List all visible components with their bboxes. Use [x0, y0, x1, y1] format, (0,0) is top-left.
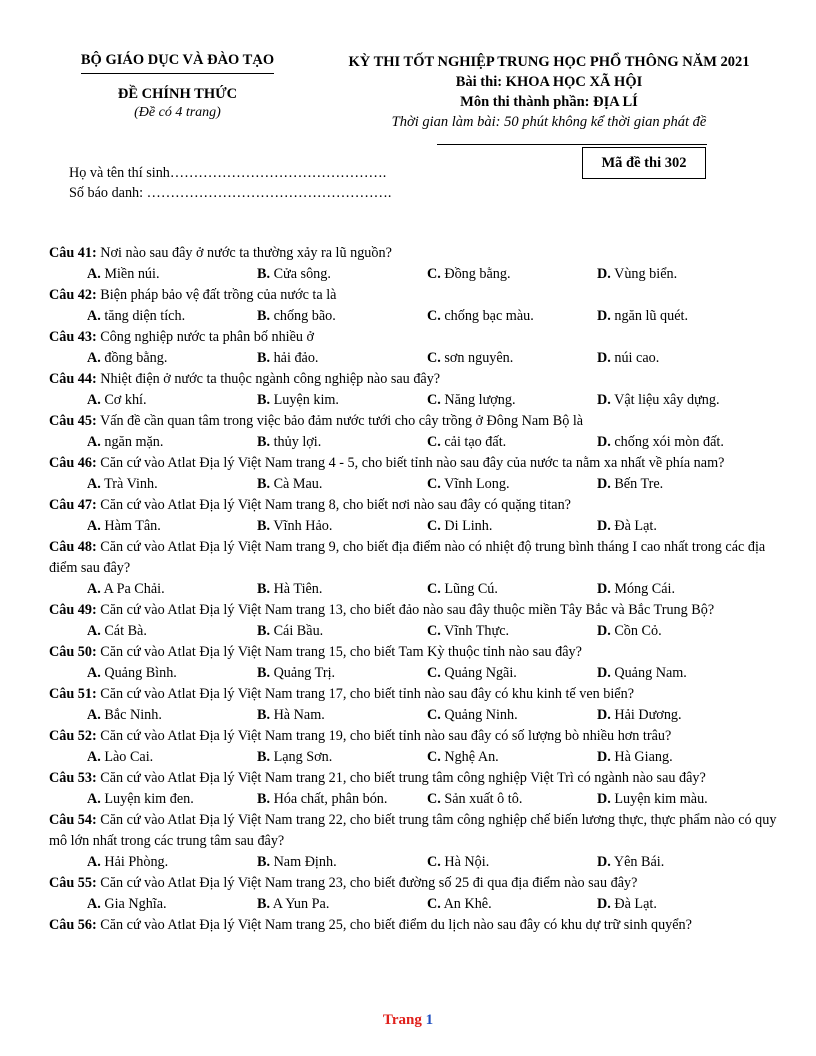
option-letter: A.	[87, 665, 101, 681]
answer-option	[597, 894, 657, 915]
answer-option	[257, 747, 332, 768]
answer-option	[427, 474, 510, 495]
option-letter: B.	[257, 707, 271, 723]
question-stem	[49, 285, 789, 306]
option-letter: A.	[87, 518, 101, 534]
option-letter: B.	[257, 791, 271, 807]
option-letter: A.	[87, 623, 101, 639]
question-stem	[49, 600, 789, 621]
answer-option	[87, 852, 168, 873]
options-row	[49, 789, 789, 810]
answer-option	[257, 789, 387, 810]
option-text: Gia Nghĩa.	[104, 896, 167, 912]
option-letter: C.	[427, 266, 441, 282]
option-letter: A.	[87, 581, 101, 597]
candidate-id-line: Số báo danh: …………………………………………….	[69, 185, 392, 201]
question-item	[49, 915, 789, 936]
answer-option	[597, 705, 682, 726]
options-row	[49, 747, 789, 768]
answer-option	[427, 621, 509, 642]
question-item	[49, 453, 789, 495]
exam-code-box: Mã đề thi 302	[582, 147, 706, 179]
option-text: Hóa chất, phân bón.	[273, 791, 388, 807]
option-letter: B.	[257, 476, 271, 492]
option-text: sơn nguyên.	[444, 350, 514, 366]
option-letter: C.	[427, 476, 441, 492]
question-item	[49, 537, 789, 600]
question-item	[49, 873, 789, 915]
option-text: An Khê.	[443, 896, 492, 912]
question-item	[49, 285, 789, 327]
option-letter: A.	[87, 350, 101, 366]
option-text: Năng lượng.	[444, 392, 516, 408]
exam-time: Thời gian làm bài: 50 phút không kể thời gian phát đề	[391, 114, 707, 130]
answer-option	[597, 579, 675, 600]
option-letter: B.	[257, 854, 271, 870]
option-letter: C.	[427, 791, 441, 807]
option-text: núi cao.	[614, 350, 660, 366]
answer-option	[87, 705, 162, 726]
option-letter: B.	[257, 434, 271, 450]
question-text: Căn cứ vào Atlat Địa lý Việt Nam trang 19, cho biết tỉnh nào sau đây có số lượng bò nhiều hơn trâu?	[96, 728, 672, 744]
option-text: Nghệ An.	[444, 749, 499, 765]
option-text: Đồng bằng.	[444, 266, 511, 282]
footer-page-number: 1	[425, 1012, 434, 1028]
question-text: Công nghiệp nước ta phân bố nhiều ở	[96, 329, 315, 345]
option-text: Móng Cái.	[614, 581, 676, 597]
question-label: Câu 41:	[49, 245, 97, 261]
option-text: chống bão.	[273, 308, 336, 324]
option-text: hải đảo.	[273, 350, 319, 366]
answer-option	[597, 474, 663, 495]
option-text: Bến Tre.	[614, 476, 664, 492]
official-label: ĐỀ CHÍNH THỨC	[117, 86, 238, 102]
question-list	[49, 243, 789, 936]
option-letter: D.	[597, 581, 611, 597]
header-left	[60, 52, 295, 121]
option-text: Hải Dương.	[614, 707, 682, 723]
answer-option	[87, 474, 158, 495]
question-text: Căn cứ vào Atlat Địa lý Việt Nam trang 9, cho biết địa điểm nào có nhiệt độ trung bình tháng I cao nhất trong các địa điểm sau đây?	[49, 539, 766, 576]
question-item	[49, 768, 789, 810]
option-text: Yên Bái.	[613, 854, 665, 870]
question-text: Căn cứ vào Atlat Địa lý Việt Nam trang 15, cho biết Tam Kỳ thuộc tỉnh nào sau đây?	[96, 644, 582, 660]
option-text: Cái Bầu.	[273, 623, 324, 639]
option-letter: B.	[257, 266, 271, 282]
question-label: Câu 46:	[49, 455, 97, 471]
question-label: Câu 48:	[49, 539, 97, 555]
option-text: Cơ khí.	[104, 392, 147, 408]
exam-title: KỲ THI TỐT NGHIỆP TRUNG HỌC PHỔ THÔNG NĂM 2021	[348, 54, 750, 70]
question-item	[49, 600, 789, 642]
option-text: Quảng Nam.	[614, 665, 687, 681]
option-text: Cồn Cỏ.	[614, 623, 662, 639]
option-text: Trà Vinh.	[104, 476, 158, 492]
question-stem	[49, 726, 789, 747]
answer-option	[597, 621, 662, 642]
option-letter: C.	[427, 707, 441, 723]
option-letter: D.	[597, 623, 611, 639]
answer-option	[257, 894, 329, 915]
option-text: Cát Bà.	[104, 623, 147, 639]
option-text: Di Linh.	[444, 518, 493, 534]
question-label: Câu 43:	[49, 329, 97, 345]
answer-option	[87, 348, 167, 369]
answer-option	[597, 432, 724, 453]
question-text: Biện pháp bảo vệ đất trồng của nước ta là	[96, 287, 337, 303]
question-stem	[49, 327, 789, 348]
options-row	[49, 852, 789, 873]
option-letter: D.	[597, 896, 611, 912]
option-letter: A.	[87, 476, 101, 492]
answer-option	[597, 516, 657, 537]
question-label: Câu 49:	[49, 602, 97, 618]
question-item	[49, 684, 789, 726]
question-stem	[49, 915, 789, 936]
options-row	[49, 474, 789, 495]
option-letter: D.	[597, 266, 611, 282]
option-letter: B.	[257, 665, 271, 681]
answer-option	[597, 390, 720, 411]
option-text: Cửa sông.	[273, 266, 331, 282]
option-letter: D.	[597, 350, 611, 366]
answer-option	[257, 264, 331, 285]
question-stem	[49, 810, 789, 852]
option-text: Hà Nam.	[273, 707, 325, 723]
page-footer	[0, 1012, 816, 1029]
question-item	[49, 642, 789, 684]
answer-option	[597, 789, 708, 810]
exam-subject: Môn thi thành phần: ĐỊA LÍ	[460, 94, 638, 110]
option-letter: C.	[427, 350, 441, 366]
answer-option	[597, 663, 687, 684]
question-label: Câu 56:	[49, 917, 97, 933]
options-row	[49, 390, 789, 411]
answer-option	[257, 348, 318, 369]
option-text: thủy lợi.	[273, 434, 322, 450]
question-stem	[49, 453, 789, 474]
option-letter: B.	[257, 623, 271, 639]
option-text: Bắc Ninh.	[104, 707, 162, 723]
question-label: Câu 50:	[49, 644, 97, 660]
question-label: Câu 47:	[49, 497, 97, 513]
answer-option	[87, 264, 160, 285]
question-text: Căn cứ vào Atlat Địa lý Việt Nam trang 21, cho biết trung tâm công nghiệp Việt Trì có ngành nào sau đây?	[96, 770, 706, 786]
question-text: Căn cứ vào Atlat Địa lý Việt Nam trang 22, cho biết trung tâm công nghiệp chế biến lương thực, thực phẩm nào có quy mô lớn nhất trong các trung tâm sau đây?	[49, 812, 777, 849]
options-row	[49, 516, 789, 537]
answer-option	[427, 432, 506, 453]
question-label: Câu 44:	[49, 371, 97, 387]
option-letter: C.	[427, 434, 441, 450]
answer-option	[427, 390, 516, 411]
option-letter: C.	[427, 623, 441, 639]
option-text: Nam Định.	[273, 854, 337, 870]
option-text: Hàm Tân.	[104, 518, 161, 534]
option-text: Luyện kim màu.	[614, 791, 708, 807]
option-letter: D.	[597, 434, 611, 450]
question-stem	[49, 369, 789, 390]
options-row	[49, 894, 789, 915]
option-letter: D.	[597, 791, 611, 807]
option-text: cải tạo đất.	[444, 434, 507, 450]
option-letter: B.	[257, 308, 271, 324]
answer-option	[87, 306, 185, 327]
option-letter: C.	[427, 581, 441, 597]
question-label: Câu 42:	[49, 287, 97, 303]
option-letter: A.	[87, 896, 101, 912]
question-stem	[49, 411, 789, 432]
answer-option	[87, 390, 147, 411]
exam-paper: Bài thi: KHOA HỌC XÃ HỘI	[455, 74, 643, 90]
question-item	[49, 369, 789, 411]
question-label: Câu 45:	[49, 413, 97, 429]
header-right	[318, 52, 780, 132]
answer-option	[427, 348, 513, 369]
header-divider	[437, 144, 707, 145]
options-row	[49, 705, 789, 726]
options-row	[49, 663, 789, 684]
question-label: Câu 55:	[49, 875, 97, 891]
answer-option	[427, 306, 534, 327]
option-letter: A.	[87, 791, 101, 807]
options-row	[49, 264, 789, 285]
answer-option	[87, 663, 177, 684]
option-text: Quảng Ngãi.	[444, 665, 517, 681]
option-text: Quảng Bình.	[104, 665, 177, 681]
answer-option	[257, 390, 339, 411]
option-letter: B.	[257, 518, 271, 534]
option-text: A Yun Pa.	[272, 896, 330, 912]
option-letter: D.	[597, 476, 611, 492]
answer-option	[257, 432, 321, 453]
answer-option	[87, 747, 153, 768]
option-letter: B.	[257, 392, 271, 408]
options-row	[49, 579, 789, 600]
option-text: Lạng Sơn.	[273, 749, 333, 765]
option-text: Đà Lạt.	[614, 518, 657, 534]
option-letter: C.	[427, 749, 441, 765]
option-letter: D.	[597, 518, 611, 534]
option-text: Đà Lạt.	[614, 896, 657, 912]
option-letter: A.	[87, 707, 101, 723]
question-text: Nơi nào sau đây ở nước ta thường xảy ra lũ nguồn?	[96, 245, 392, 261]
option-letter: D.	[597, 392, 611, 408]
option-letter: C.	[427, 392, 441, 408]
question-text: Căn cứ vào Atlat Địa lý Việt Nam trang 8, cho biết nơi nào sau đây có quặng titan?	[96, 497, 571, 513]
option-text: Sản xuất ô tô.	[444, 791, 523, 807]
option-text: ngăn lũ quét.	[614, 308, 689, 324]
question-text: Nhiệt điện ở nước ta thuộc ngành công nghiệp nào sau đây?	[96, 371, 441, 387]
option-text: chống xói mòn đất.	[614, 434, 724, 450]
question-stem	[49, 768, 789, 789]
answer-option	[257, 579, 322, 600]
candidate-name-line: Họ và tên thí sinh……………………………………….	[69, 165, 387, 181]
answer-option	[87, 579, 165, 600]
option-text: chống bạc màu.	[444, 308, 534, 324]
question-item	[49, 243, 789, 285]
option-letter: C.	[427, 896, 441, 912]
option-letter: C.	[427, 518, 441, 534]
option-text: ngăn mặn.	[104, 434, 164, 450]
option-text: Lào Cai.	[104, 749, 154, 765]
option-letter: B.	[257, 581, 271, 597]
answer-option	[257, 516, 332, 537]
option-letter: D.	[597, 308, 611, 324]
answer-option	[597, 747, 673, 768]
option-text: Vật liệu xây dựng.	[614, 392, 720, 408]
question-stem	[49, 243, 789, 264]
option-letter: D.	[597, 707, 611, 723]
answer-option	[427, 264, 511, 285]
option-text: Hải Phòng.	[104, 854, 169, 870]
answer-option	[597, 306, 688, 327]
option-letter: A.	[87, 308, 101, 324]
option-letter: C.	[427, 665, 441, 681]
answer-option	[257, 852, 337, 873]
answer-option	[427, 789, 522, 810]
option-text: Vĩnh Hảo.	[273, 518, 333, 534]
question-label: Câu 52:	[49, 728, 97, 744]
question-stem	[49, 537, 789, 579]
answer-option	[427, 663, 517, 684]
question-stem	[49, 495, 789, 516]
question-stem	[49, 684, 789, 705]
option-letter: A.	[87, 434, 101, 450]
question-stem	[49, 642, 789, 663]
options-row	[49, 348, 789, 369]
options-row	[49, 621, 789, 642]
option-letter: C.	[427, 308, 441, 324]
option-letter: C.	[427, 854, 441, 870]
option-text: A Pa Chải.	[103, 581, 165, 597]
answer-option	[597, 264, 677, 285]
question-text: Vấn đề cần quan tâm trong việc bảo đảm nước tưới cho cây trồng ở Đông Nam Bộ là	[96, 413, 584, 429]
answer-option	[257, 663, 335, 684]
question-item	[49, 726, 789, 768]
option-letter: A.	[87, 749, 101, 765]
organization-name: BỘ GIÁO DỤC VÀ ĐÀO TẠO	[81, 52, 274, 74]
question-item	[49, 411, 789, 453]
option-text: đồng bằng.	[104, 350, 168, 366]
answer-option	[257, 474, 322, 495]
option-letter: A.	[87, 392, 101, 408]
answer-option	[597, 852, 664, 873]
option-text: tăng diện tích.	[104, 308, 186, 324]
answer-option	[87, 516, 161, 537]
option-letter: D.	[597, 854, 611, 870]
answer-option	[87, 432, 163, 453]
option-text: Cà Mau.	[273, 476, 323, 492]
option-text: Lũng Cú.	[444, 581, 498, 597]
answer-option	[427, 894, 492, 915]
answer-option	[257, 621, 323, 642]
footer-page-word: Trang	[382, 1012, 422, 1028]
option-text: Luyện kim đen.	[104, 791, 194, 807]
option-letter: A.	[87, 854, 101, 870]
option-text: Vùng biển.	[614, 266, 678, 282]
option-text: Quảng Trị.	[273, 665, 336, 681]
answer-option	[597, 348, 659, 369]
option-letter: B.	[257, 749, 271, 765]
answer-option	[427, 516, 492, 537]
question-label: Câu 53:	[49, 770, 97, 786]
option-text: Quảng Ninh.	[444, 707, 518, 723]
answer-option	[257, 306, 336, 327]
question-label: Câu 51:	[49, 686, 97, 702]
option-letter: A.	[87, 266, 101, 282]
option-letter: D.	[597, 749, 611, 765]
option-text: Vĩnh Thực.	[444, 623, 510, 639]
question-text: Căn cứ vào Atlat Địa lý Việt Nam trang 4 - 5, cho biết tỉnh nào sau đây của nước ta nằm xa nhất về phía nam?	[96, 455, 725, 471]
answer-option	[87, 621, 147, 642]
question-text: Căn cứ vào Atlat Địa lý Việt Nam trang 17, cho biết tỉnh nào sau đây có khu kinh tế ven biển?	[96, 686, 634, 702]
question-text: Căn cứ vào Atlat Địa lý Việt Nam trang 23, cho biết đường số 25 đi qua địa điểm nào sau đây?	[96, 875, 638, 891]
answer-option	[87, 789, 194, 810]
options-row	[49, 432, 789, 453]
options-row	[49, 306, 789, 327]
answer-option	[87, 894, 167, 915]
question-item	[49, 810, 789, 873]
option-text: Miền núi.	[104, 266, 160, 282]
option-text: Hà Giang.	[614, 749, 673, 765]
pages-note: (Đề có 4 trang)	[134, 105, 221, 120]
question-text: Căn cứ vào Atlat Địa lý Việt Nam trang 25, cho biết điểm du lịch nào sau đây có khu dự trữ sinh quyển?	[96, 917, 692, 933]
question-stem	[49, 873, 789, 894]
option-letter: D.	[597, 665, 611, 681]
option-text: Hà Nội.	[444, 854, 490, 870]
question-item	[49, 327, 789, 369]
answer-option	[257, 705, 325, 726]
question-label: Câu 54:	[49, 812, 97, 828]
answer-option	[427, 852, 489, 873]
question-item	[49, 495, 789, 537]
question-text: Căn cứ vào Atlat Địa lý Việt Nam trang 13, cho biết đảo nào sau đây thuộc miền Tây Bắc và Bắc Trung Bộ?	[96, 602, 715, 618]
option-letter: B.	[257, 896, 271, 912]
option-letter: B.	[257, 350, 271, 366]
answer-option	[427, 705, 518, 726]
option-text: Luyện kim.	[273, 392, 339, 408]
option-text: Vĩnh Long.	[444, 476, 510, 492]
answer-option	[427, 747, 499, 768]
answer-option	[427, 579, 498, 600]
option-text: Hà Tiên.	[273, 581, 323, 597]
